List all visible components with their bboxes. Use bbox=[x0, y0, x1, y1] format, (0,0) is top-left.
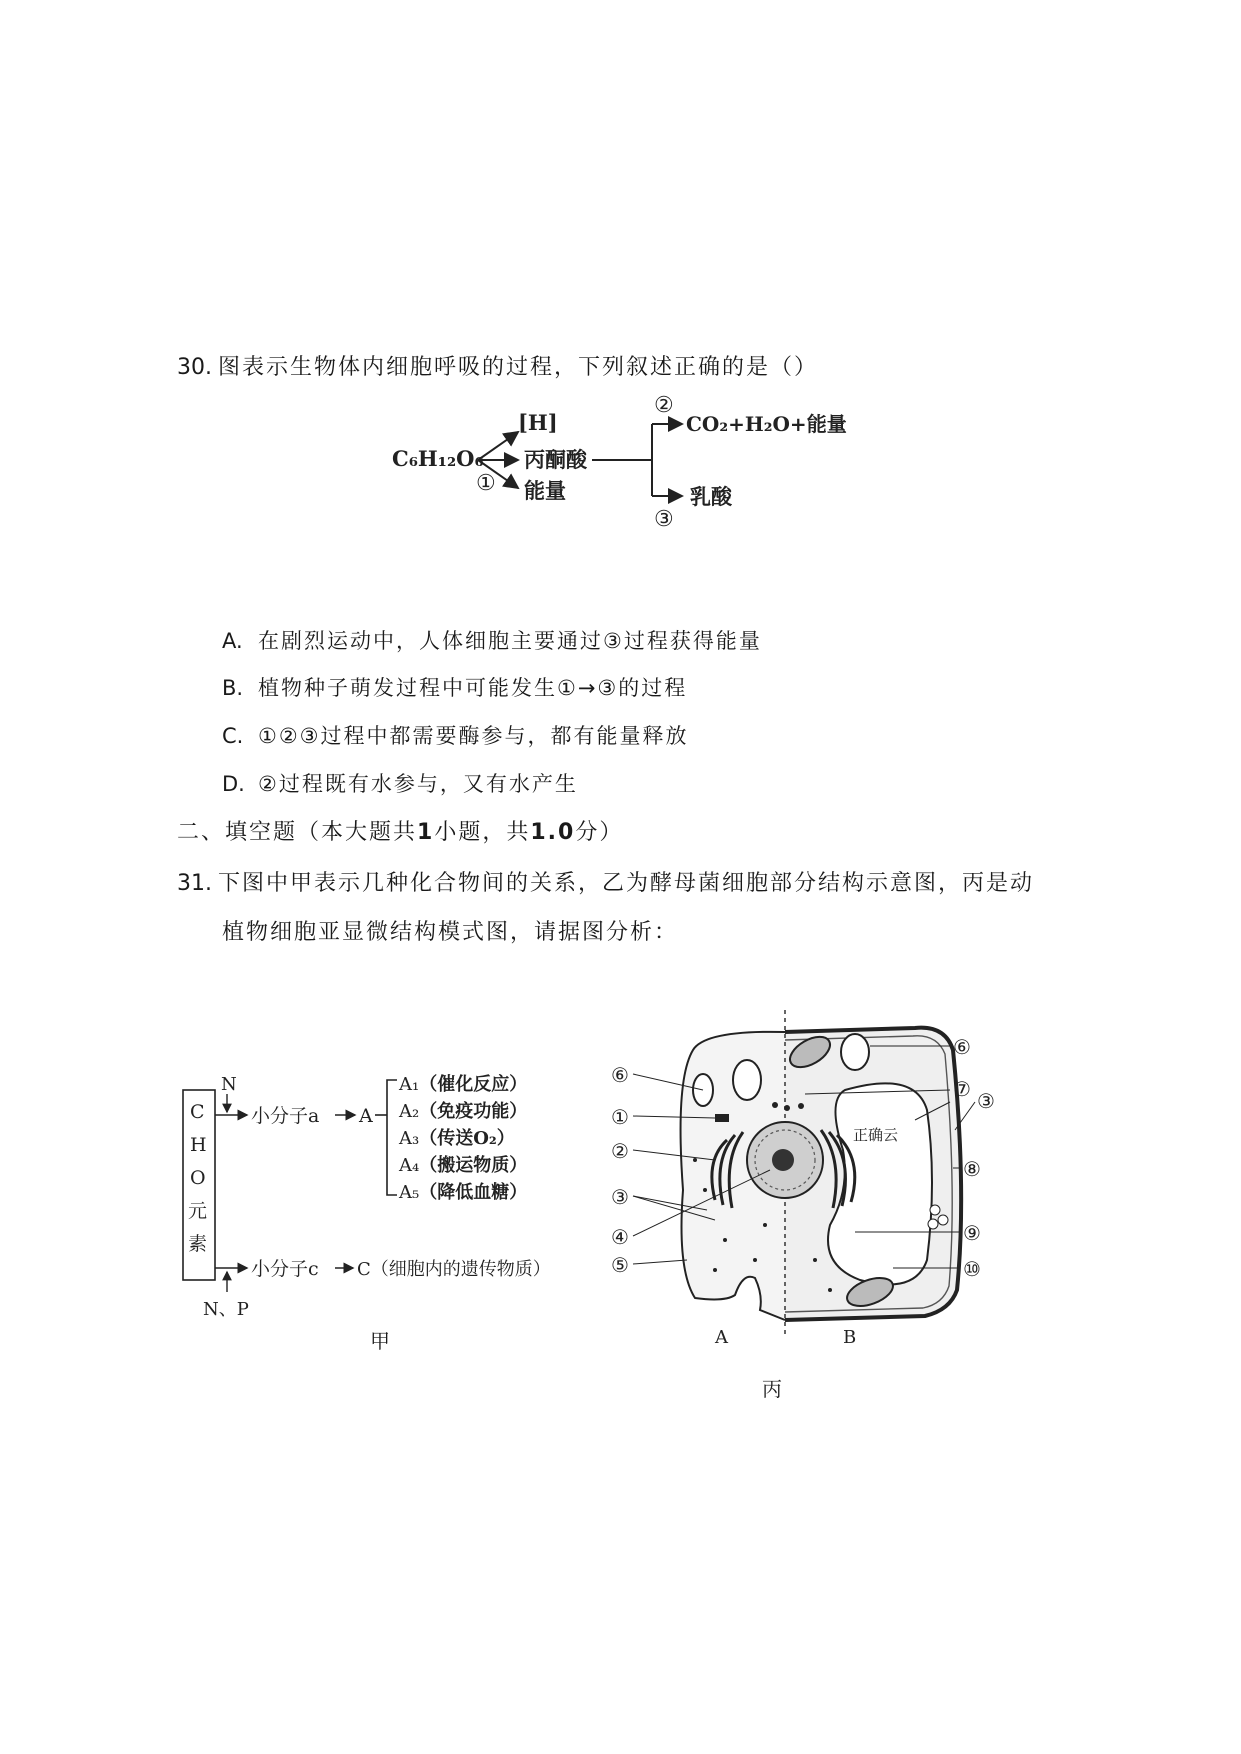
q30-stem bbox=[177, 350, 818, 381]
small-a-label: 小分子a bbox=[251, 1105, 320, 1127]
caption-bing: 丙 bbox=[762, 1377, 782, 1401]
label-left-2: ② bbox=[611, 1139, 629, 1163]
label-left-1: ① bbox=[611, 1105, 629, 1129]
caption-jia: 甲 bbox=[370, 1329, 390, 1353]
option-d-letter: D. bbox=[222, 772, 245, 796]
q30-number: 30. bbox=[177, 355, 212, 380]
option-a[interactable] bbox=[222, 625, 762, 655]
label-right-3: ③ bbox=[977, 1089, 995, 1113]
a3: A₃（传送O₂） bbox=[399, 1128, 515, 1149]
vacuole bbox=[828, 1083, 932, 1284]
label-right-6: ⑥ bbox=[953, 1035, 971, 1059]
element-c: C bbox=[190, 1101, 205, 1123]
q31-stem-line2: 植物细胞亚显微结构模式图，请据图分析： bbox=[222, 920, 679, 945]
big-a-label: A bbox=[359, 1105, 373, 1127]
section2-pre: 二、填空题（本大题共 bbox=[177, 820, 418, 845]
a1: A₁（催化反应） bbox=[399, 1074, 528, 1095]
label-right-7: ⑦ bbox=[953, 1077, 971, 1101]
option-a-text: 在剧烈运动中，人体细胞主要通过③过程获得能量 bbox=[258, 629, 762, 653]
label-left-5: ⑤ bbox=[611, 1253, 629, 1277]
section2-mid: 小题，共 bbox=[434, 820, 531, 845]
side-b-label: B bbox=[843, 1327, 857, 1348]
option-c-letter: C. bbox=[222, 724, 244, 748]
section2-score: 1.0 bbox=[530, 820, 576, 845]
watermark: 正确云 bbox=[853, 1126, 899, 1144]
arrow-to-h bbox=[478, 432, 518, 460]
label-right-8: ⑧ bbox=[963, 1157, 981, 1181]
figure-jia bbox=[175, 1060, 615, 1340]
label-right-9: ⑨ bbox=[963, 1221, 981, 1245]
figure-bing bbox=[611, 1010, 1035, 1350]
pyruvate-label: 丙酮酸 bbox=[524, 447, 587, 472]
option-a-letter: A. bbox=[222, 629, 243, 653]
label-right-10: ⑩ bbox=[963, 1257, 981, 1281]
c-text-label: C（细胞内的遗传物质） bbox=[357, 1259, 551, 1280]
side-a-label: A bbox=[715, 1327, 728, 1348]
section2-count: 1 bbox=[417, 820, 435, 845]
label-left-6: ⑥ bbox=[611, 1063, 629, 1087]
mitochondrion-left bbox=[733, 1060, 761, 1100]
option-b-letter: B. bbox=[222, 676, 244, 700]
element-h: H bbox=[190, 1134, 207, 1156]
small-c-label: 小分子c bbox=[251, 1258, 319, 1280]
element-o: O bbox=[190, 1167, 206, 1189]
lactic-label: 乳酸 bbox=[690, 484, 732, 509]
q31-stem-line1 bbox=[177, 866, 1034, 897]
option-c[interactable] bbox=[222, 720, 688, 750]
energy-label: 能量 bbox=[524, 478, 566, 503]
section2-post: 分） bbox=[575, 820, 624, 845]
option-b-text: 植物种子萌发过程中可能发生①→③的过程 bbox=[258, 676, 688, 700]
section2-heading bbox=[177, 815, 623, 846]
a5: A₅（降低血糖） bbox=[399, 1182, 528, 1203]
option-d-text: ②过程既有水参与，又有水产生 bbox=[258, 772, 578, 796]
option-c-text: ①②③过程中都需要酶参与，都有能量释放 bbox=[258, 724, 689, 748]
glucose-label: C₆H₁₂O₆ bbox=[392, 446, 484, 471]
step2-label: ② bbox=[654, 393, 674, 418]
q31-number: 31. bbox=[177, 871, 212, 896]
a2: A₂（免疫功能） bbox=[399, 1101, 528, 1122]
nucleolus bbox=[772, 1149, 794, 1171]
option-d[interactable] bbox=[222, 768, 578, 798]
n-top-label: N bbox=[221, 1074, 237, 1095]
q30-stem-text: 图表示生物体内细胞呼吸的过程，下列叙述正确的是（） bbox=[218, 355, 819, 380]
respiration-diagram bbox=[390, 390, 870, 540]
option-b[interactable] bbox=[222, 672, 687, 702]
step1-label: ① bbox=[476, 471, 496, 496]
h-label: [H] bbox=[518, 410, 558, 435]
aerobic-product-label: CO₂+H₂O+能量 bbox=[686, 412, 847, 436]
mitochondrion-right bbox=[841, 1034, 869, 1070]
label-left-4: ④ bbox=[611, 1225, 629, 1249]
q31-stem-text1: 下图中甲表示几种化合物间的关系，乙为酵母菌细胞部分结构示意图，丙是动 bbox=[218, 871, 1035, 896]
label-left-3: ③ bbox=[611, 1185, 629, 1209]
element-su: 素 bbox=[188, 1233, 208, 1255]
a4: A₄（搬运物质） bbox=[399, 1155, 528, 1176]
step3-label: ③ bbox=[654, 507, 674, 532]
element-yuan: 元 bbox=[188, 1200, 208, 1222]
np-bottom-label: N、P bbox=[203, 1299, 249, 1320]
